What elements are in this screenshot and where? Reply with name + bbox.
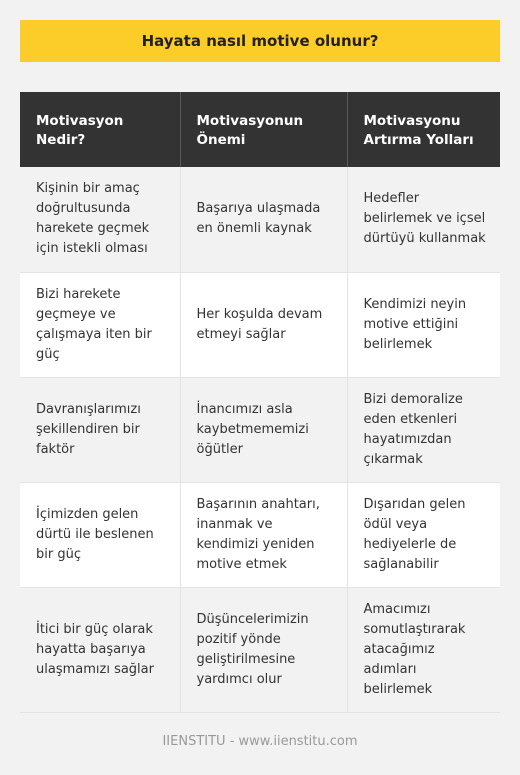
table-cell: Bizi harekete geçmeye ve çalışmaya iten bir güç	[20, 272, 180, 377]
page-title: Hayata nasıl motive olunur?	[141, 32, 379, 50]
column-header-ways-to-increase: Motivasyonu Artırma Yolları	[347, 92, 500, 167]
motivation-table	[20, 92, 500, 713]
column-header-what-is: Motivasyon Nedir?	[20, 92, 180, 167]
table-cell: İtici bir güç olarak hayatta başarıya ulaşmamızı sağlar	[20, 587, 180, 712]
table-cell: Düşüncelerimizin pozitif yönde geliştirilmesine yardımcı olur	[180, 587, 347, 712]
table-cell: Başarının anahtarı, inanmak ve kendimizi yeniden motive etmek	[180, 482, 347, 587]
table-cell: İçimizden gelen dürtü ile beslenen bir güç	[20, 482, 180, 587]
table-cell: Dışarıdan gelen ödül veya hediyelerle de sağlanabilir	[347, 482, 500, 587]
title-banner	[20, 20, 500, 62]
table-row	[20, 482, 500, 587]
table-cell: İnancımızı asla kaybetmememizi öğütler	[180, 377, 347, 482]
table-cell: Kendimizi neyin motive ettiğini belirlemek	[347, 272, 500, 377]
table-row	[20, 587, 500, 712]
footer-credit: IIENSTITU - www.iienstitu.com	[162, 734, 358, 749]
table-header-row	[20, 92, 500, 167]
table-cell: Her koşulda devam etmeyi sağlar	[180, 272, 347, 377]
table-cell: Bizi demoralize eden etkenleri hayatımızdan çıkarmak	[347, 377, 500, 482]
table-cell: Hedefler belirlemek ve içsel dürtüyü kullanmak	[347, 167, 500, 272]
table-row	[20, 272, 500, 377]
table-row	[20, 167, 500, 272]
table-cell: Kişinin bir amaç doğrultusunda harekete geçmek için istekli olması	[20, 167, 180, 272]
table-cell: Başarıya ulaşmada en önemli kaynak	[180, 167, 347, 272]
table-row	[20, 377, 500, 482]
table-cell: Amacımızı somutlaştırarak atacağımız adımları belirlemek	[347, 587, 500, 712]
table-cell: Davranışlarımızı şekillendiren bir faktör	[20, 377, 180, 482]
column-header-importance: Motivasyonun Önemi	[180, 92, 347, 167]
